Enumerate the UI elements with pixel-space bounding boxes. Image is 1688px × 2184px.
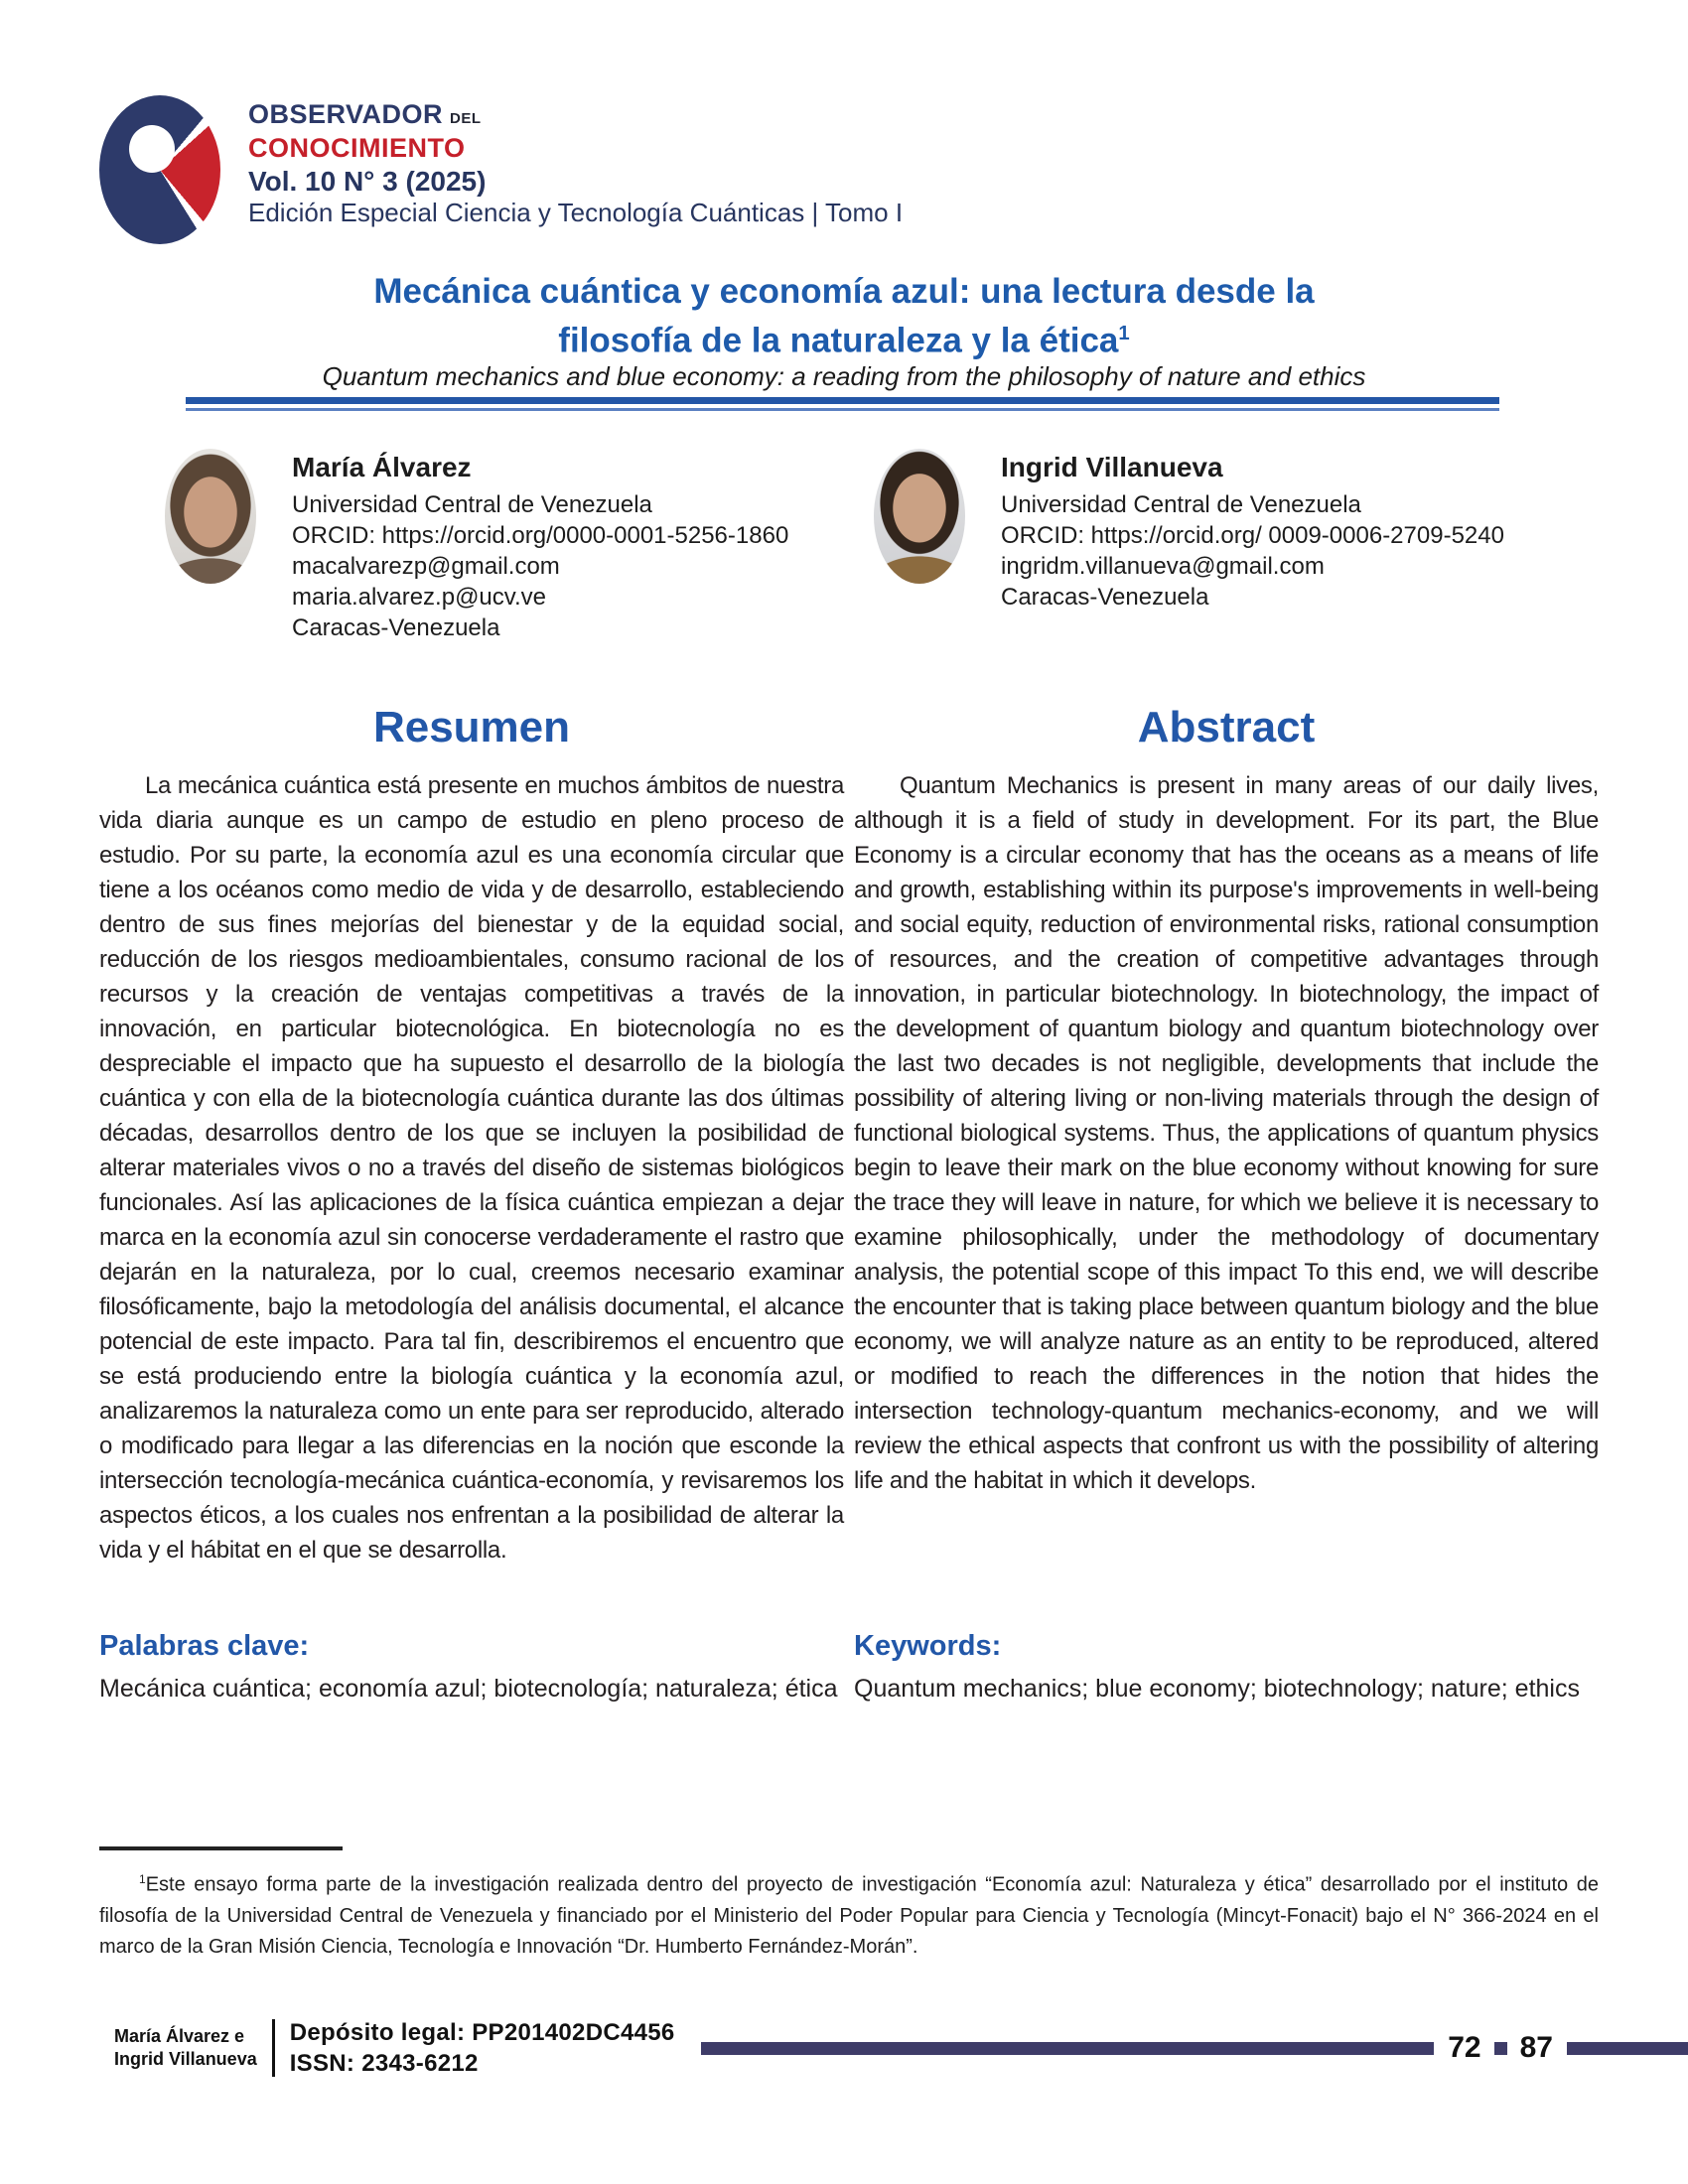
title-footnote-ref: 1 [1118, 323, 1130, 344]
article-title-en: Quantum mechanics and blue economy: a reading from the philosophy of nature and ethics [322, 361, 1366, 391]
keywords-section [854, 1630, 1599, 1705]
keywords-heading: Keywords: [854, 1630, 1002, 1662]
page-number-separator-square [1494, 2042, 1507, 2055]
footer-author-names [114, 2025, 257, 2071]
author-block-maria-alvarez [165, 449, 820, 643]
author-photo [874, 449, 965, 584]
author-email-institutional: maria.alvarez.p@ucv.ve [292, 584, 547, 611]
author-info [1001, 449, 1504, 613]
footer-legal-block [290, 2017, 675, 2079]
journal-name-line1 [248, 99, 903, 134]
footer-author-line2: Ingrid Villanueva [114, 2049, 257, 2069]
issn: ISSN: 2343-6212 [289, 2050, 479, 2077]
title-divider-rule [186, 397, 1499, 411]
special-edition-line: Edición Especial Ciencia y Tecnología Cuánticas | Tomo I [248, 198, 904, 227]
keywords-body: Quantum mechanics; blue economy; biotechnology; nature; ethics [854, 1675, 1580, 1703]
article-title-es [99, 270, 1589, 362]
journal-name-del: DEL [450, 110, 482, 127]
author-location: Caracas-Venezuela [1001, 584, 1209, 611]
abstract-section [854, 703, 1599, 1498]
title-line2: filosofía de la naturaleza y la ética [558, 321, 1119, 360]
palabras-clave-heading: Palabras clave: [99, 1630, 310, 1662]
author-orcid: ORCID: https://orcid.org/ 0009-0006-2709-5240 [1001, 522, 1504, 549]
volume-issue: Vol. 10 N° 3 (2025) [248, 166, 487, 197]
author-location: Caracas-Venezuela [292, 614, 500, 641]
footer-bar-left [701, 2042, 1435, 2055]
abstract-heading: Abstract [1137, 703, 1316, 751]
author-affiliation: Universidad Central de Venezuela [1001, 491, 1361, 518]
page-number-end: 87 [1519, 2031, 1553, 2064]
author-photo [165, 449, 256, 584]
page-footer [114, 2017, 1688, 2079]
journal-name-observador: OBSERVADOR [248, 99, 444, 129]
author-email: ingridm.villanueva@gmail.com [1001, 553, 1325, 580]
page-number-start: 72 [1448, 2031, 1481, 2064]
resumen-heading: Resumen [372, 703, 571, 751]
author-block-ingrid-villanueva [874, 449, 1529, 613]
author-info [292, 449, 788, 643]
resumen-section [99, 703, 844, 1568]
deposito-legal: Depósito legal: PP201402DC4456 [289, 2019, 675, 2046]
journal-name-line2: CONOCIMIENTO [248, 133, 466, 163]
resumen-body: La mecánica cuántica está presente en muchos ámbitos de nuestra vida diaria aunque es un campo de estudio en pleno proceso de estudio. Por su parte, la economía azul es una economía circular que tiene a los océanos como medio de vida y de desarrollo, estableciendo dentro de sus fines mejorías del bienestar y de la equidad social, reducción de los riesgos medioambientales, consumo racional de los recursos y la creación de ventajas competitivas a través de la innovación, en particular biotecnológica. En biotecnología no es despreciable el impacto que ha supuesto el desarrollo de la biología cuántica y con ella de la biotecnología cuántica durante las dos últimas décadas, desarrollos dentro de los que se incluyen la posibilidad de alterar materiales vivos o no a través del diseño de sistemas biológicos funcionales. Así las aplicaciones de la física cuántica empiezan a dejar marca en la economía azul sin conocerse verdaderamente el rastro que dejarán en la naturaleza, por lo cual, creemos necesario examinar filosóficamente, bajo la metodología del análisis documental, el alcance potencial de este impacto. Para tal fin, describiremos el encuentro que se está produciendo entre la biología cuántica y la economía azul, analizaremos la naturaleza como un ente para ser reproducido, alterado o modificado para llegar a las diferencias en la noción que esconde la intersección tecnología-mecánica cuántica-economía, y revisaremos los aspectos éticos, a los cuales nos enfrentan a la posibilidad de alterar la vida y el hábitat en el que se desarrolla. [99, 772, 844, 1564]
abstract-body: Quantum Mechanics is present in many areas of our daily lives, although it is a field of study in development. For its part, the Blue Economy is a circular economy that has the oceans as a means of life and growth, establishing within its purpose's improvements in well-being and social equity, reduction of environmental risks, rational consumption of resources, and the creation of competitive advantages through innovation, in particular biotechnology. In biotechnology, the impact of the development of quantum biology and quantum biotechnology over the last two decades is not negligible, developments that include the possibility of altering living or non-living materials through the design of functional biological systems. Thus, the applications of quantum physics begin to leave their mark on the blue economy without knowing for sure the trace they will leave in nature, for which we believe it is necessary to examine philosophically, under the methodology of documentary analysis, the potential scope of this impact To this end, we will describe the encounter that is taking place between quantum biology and the blue economy, we will analyze nature as an entity to be reproduced, altered or modified to reach the differences in the notion that hides the intersection technology-quantum mechanics-economy, and we will review the ethical aspects that confront us with the possibility of altering life and the habitat in which it develops. [854, 772, 1599, 1494]
footnote-text: Este ensayo forma parte de la investigación realizada dentro del proyecto de investigación “Economía azul: Naturaleza y ética” desarrollado por el instituto de filosofía de la Universidad Central de Venezuela y financiado por el Ministerio del Poder Popular para Ciencia y Tecnología (Mincyt-Fonacit) bajo el N° 366-2024 en el marco de la Gran Misión Ciencia, Tecnología e Innovación “Dr. Humberto Fernández-Morán”. [99, 1873, 1599, 1958]
author-name: Ingrid Villanueva [1001, 452, 1223, 482]
footnote-marker: 1 [139, 1872, 146, 1886]
palabras-clave-section [99, 1630, 844, 1705]
journal-logo-icon [99, 95, 220, 244]
footer-vertical-divider [272, 2019, 275, 2077]
author-affiliation: Universidad Central de Venezuela [292, 491, 652, 518]
masthead-text [248, 95, 903, 227]
palabras-clave-body: Mecánica cuántica; economía azul; biotecnología; naturaleza; ética [99, 1675, 838, 1703]
logo-hole [129, 125, 175, 173]
footnote [99, 1864, 1599, 1963]
author-name: María Álvarez [292, 452, 472, 482]
author-email: macalvarezp@gmail.com [292, 553, 560, 580]
footer-author-line1: María Álvarez e [114, 2026, 245, 2046]
footer-bar-right [1567, 2042, 1688, 2055]
author-orcid: ORCID: https://orcid.org/0000-0001-5256-1860 [292, 522, 789, 549]
masthead [99, 95, 903, 244]
footnote-rule [99, 1846, 343, 1850]
title-line1: Mecánica cuántica y economía azul: una lectura desde la [373, 272, 1315, 311]
